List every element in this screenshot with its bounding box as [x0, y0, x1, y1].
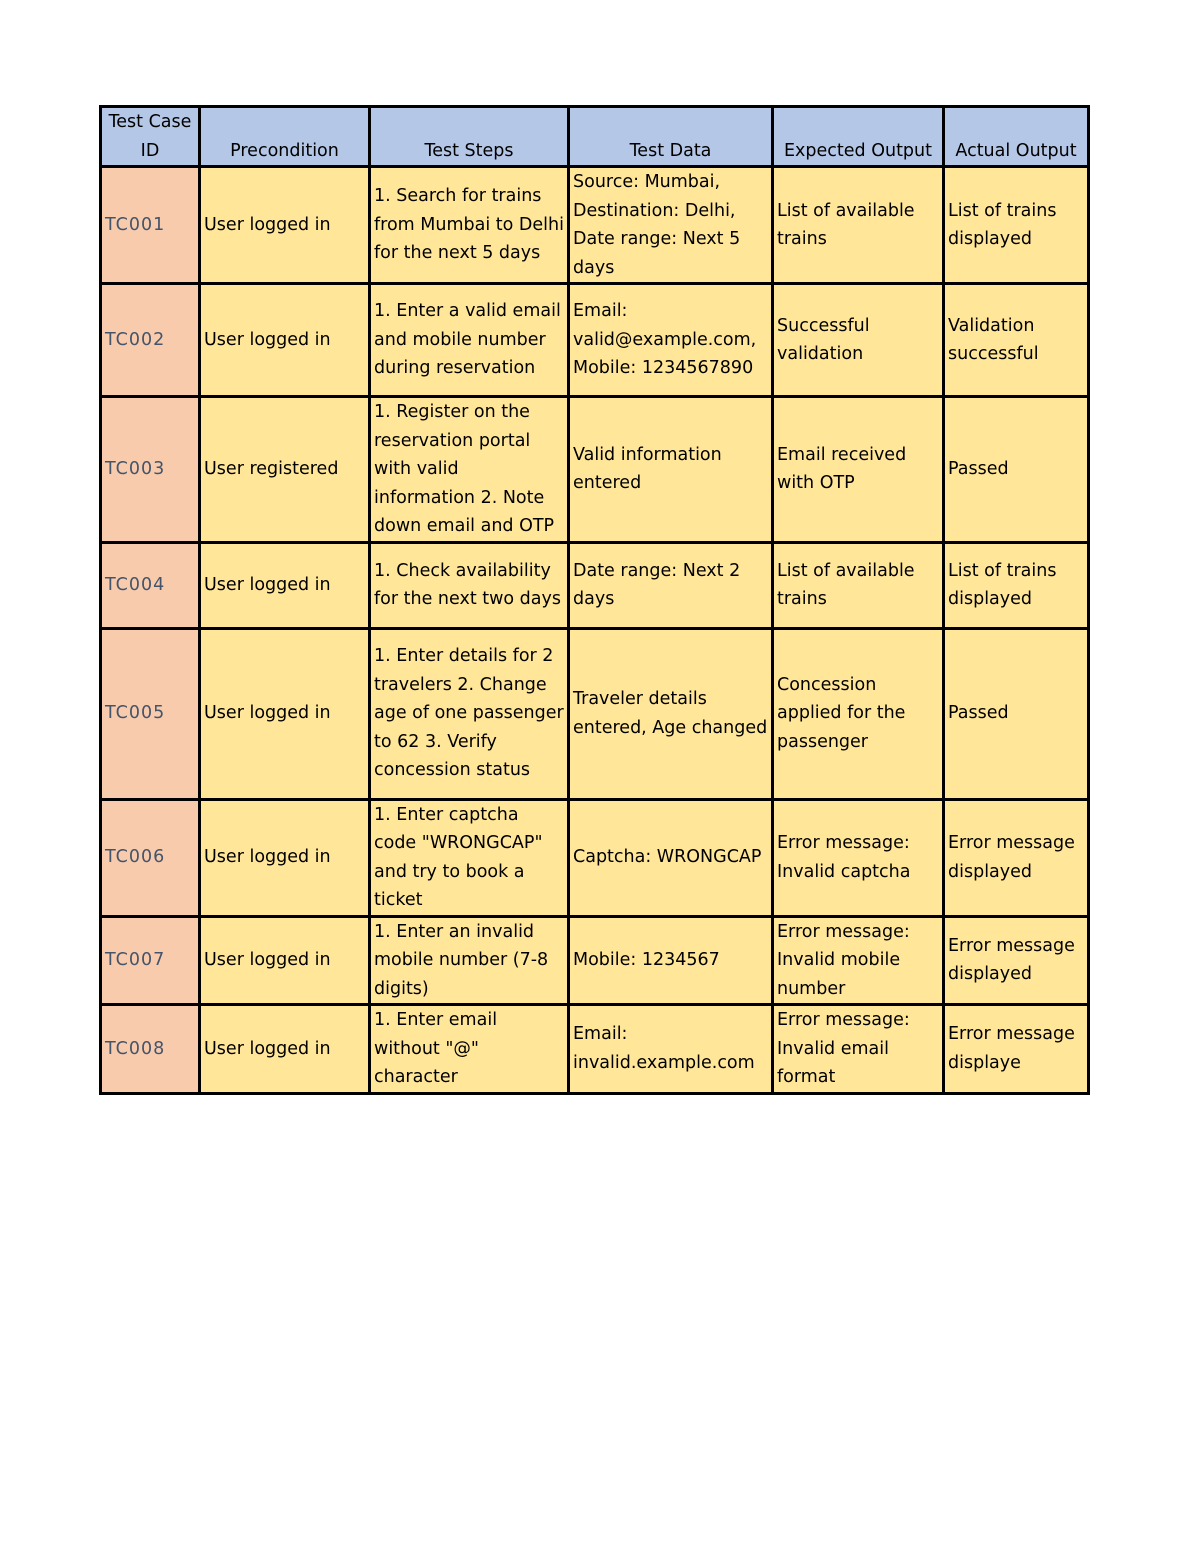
cell-test-data: Source: Mumbai, Destination: Delhi, Date range: Next 5 days	[569, 167, 773, 284]
cell-actual-output: Error message displayed	[944, 916, 1089, 1005]
cell-test-case-id: TC002	[101, 284, 200, 397]
header-test-steps: Test Steps	[370, 107, 569, 167]
cell-test-steps: 1. Enter an invalid mobile number (7-8 digits)	[370, 916, 569, 1005]
test-case-table	[99, 105, 1090, 1095]
cell-actual-output: Error message displayed	[944, 799, 1089, 916]
cell-precondition: User logged in	[200, 916, 370, 1005]
cell-expected-output: Error message: Invalid mobile number	[773, 916, 944, 1005]
cell-precondition: User logged in	[200, 1005, 370, 1094]
cell-precondition: User logged in	[200, 628, 370, 799]
cell-actual-output: List of trains displayed	[944, 167, 1089, 284]
cell-test-steps: 1. Enter email without "@" character	[370, 1005, 569, 1094]
cell-test-case-id: TC007	[101, 916, 200, 1005]
cell-test-steps: 1. Enter details for 2 travelers 2. Change age of one passenger to 62 3. Verify concession status	[370, 628, 569, 799]
cell-expected-output: Email received with OTP	[773, 397, 944, 543]
table-row	[101, 916, 1089, 1005]
cell-actual-output: Validation successful	[944, 284, 1089, 397]
cell-actual-output: Error message displaye	[944, 1005, 1089, 1094]
cell-precondition: User logged in	[200, 799, 370, 916]
table-row	[101, 397, 1089, 543]
header-expected-output: Expected Output	[773, 107, 944, 167]
cell-test-data: Date range: Next 2 days	[569, 542, 773, 628]
cell-precondition: User logged in	[200, 167, 370, 284]
test-case-sheet	[99, 105, 1087, 1095]
cell-precondition: User logged in	[200, 284, 370, 397]
cell-test-case-id: TC003	[101, 397, 200, 543]
cell-test-case-id: TC008	[101, 1005, 200, 1094]
cell-actual-output: List of trains displayed	[944, 542, 1089, 628]
cell-test-case-id: TC005	[101, 628, 200, 799]
cell-actual-output: Passed	[944, 628, 1089, 799]
cell-test-data: Mobile: 1234567	[569, 916, 773, 1005]
cell-precondition: User registered	[200, 397, 370, 543]
cell-test-steps: 1. Check availability for the next two days	[370, 542, 569, 628]
cell-expected-output: Successful validation	[773, 284, 944, 397]
cell-test-data: Captcha: WRONGCAP	[569, 799, 773, 916]
table-row	[101, 284, 1089, 397]
header-test-data: Test Data	[569, 107, 773, 167]
cell-test-case-id: TC004	[101, 542, 200, 628]
cell-test-case-id: TC006	[101, 799, 200, 916]
header-actual-output: Actual Output	[944, 107, 1089, 167]
table-row	[101, 628, 1089, 799]
cell-test-data: Email: invalid.example.com	[569, 1005, 773, 1094]
cell-expected-output: Error message: Invalid captcha	[773, 799, 944, 916]
cell-expected-output: Error message: Invalid email format	[773, 1005, 944, 1094]
header-precondition: Precondition	[200, 107, 370, 167]
cell-test-steps: 1. Enter captcha code "WRONGCAP" and try to book a ticket	[370, 799, 569, 916]
cell-actual-output: Passed	[944, 397, 1089, 543]
header-test-case-id: Test Case ID	[101, 107, 200, 167]
cell-precondition: User logged in	[200, 542, 370, 628]
cell-test-data: Valid information entered	[569, 397, 773, 543]
table-row	[101, 167, 1089, 284]
cell-test-data: Traveler details entered, Age changed	[569, 628, 773, 799]
header-row	[101, 107, 1089, 167]
table-row	[101, 799, 1089, 916]
cell-test-steps: 1. Register on the reservation portal with valid information 2. Note down email and OTP	[370, 397, 569, 543]
table-row	[101, 1005, 1089, 1094]
cell-test-steps: 1. Enter a valid email and mobile number during reservation	[370, 284, 569, 397]
cell-test-case-id: TC001	[101, 167, 200, 284]
cell-test-data: Email: valid@example.com, Mobile: 1234567890	[569, 284, 773, 397]
table-row	[101, 542, 1089, 628]
cell-expected-output: List of available trains	[773, 167, 944, 284]
cell-test-steps: 1. Search for trains from Mumbai to Delhi for the next 5 days	[370, 167, 569, 284]
cell-expected-output: List of available trains	[773, 542, 944, 628]
cell-expected-output: Concession applied for the passenger	[773, 628, 944, 799]
